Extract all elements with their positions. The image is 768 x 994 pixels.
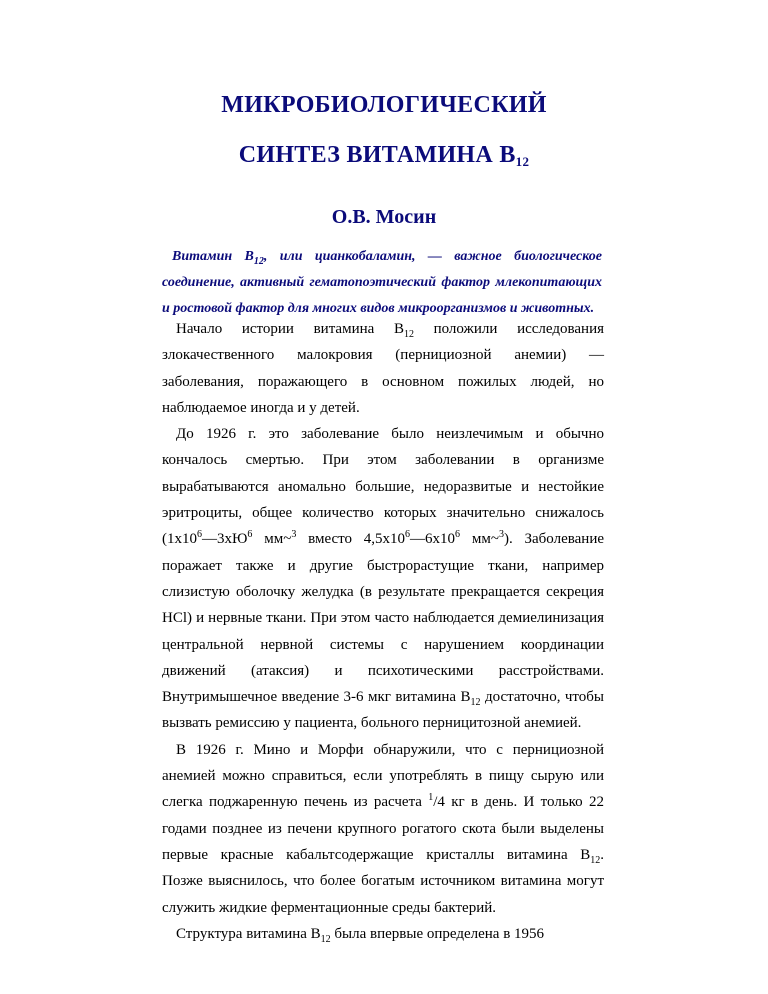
p2-sup-4: 6: [405, 529, 411, 541]
p3-sub: 12: [590, 854, 601, 866]
p3-text-a: В 1926 г. Мино и Морфи обнаружили, что с пернициозной анемией можно справиться, если употреблять в пищу сырую или слегка поджаренную печень из расчета: [162, 741, 604, 811]
p1-sub: 12: [403, 329, 414, 340]
abstract-text-rest: , или цианкобаламин, — важное биологическое соединение, активный гематопоэтический фактор млекопитающих и ростовой фактор для многих видов микроорганизмов и животных.: [162, 249, 603, 316]
article-body: [162, 316, 604, 947]
title-line-1: МИКРОБИОЛОГИЧЕСКИЙ: [221, 92, 547, 118]
p2-sup-5: 6: [455, 529, 461, 541]
p3-text-b: /4 кг в день. И только 22 годами позднее из печени крупного рогатого скота были выделены первые красные кабальтсодержащие кристаллы витамина В: [162, 794, 604, 863]
abstract-paragraph: [162, 244, 602, 322]
p2-sup-2: 6: [247, 529, 253, 541]
title-line-2-text: СИНТЕЗ ВИТАМИНА В: [238, 142, 516, 168]
p2-text-c: мм~: [252, 531, 292, 548]
p1-text-a: Начало истории витамина В: [176, 321, 404, 337]
p2-sub: 12: [470, 697, 481, 709]
paragraph-4: [162, 921, 604, 947]
paragraph-2: [162, 421, 604, 737]
title-subscript: 12: [515, 154, 530, 169]
paragraph-3: [162, 737, 604, 921]
p2-text-a: До 1926 г. это заболевание было неизлечимым и обычно кончалось смертью. При этом заболевании в организме вырабатываются аномально большие, недоразвитые и нестойкие эритроциты, общее количество которых значительно снижалось (1х10: [162, 426, 604, 548]
p4-text-b: была впервые определена в 1956: [330, 925, 545, 942]
p3-sup: 1: [428, 792, 434, 804]
p4-sub: 12: [320, 933, 331, 945]
abstract-text-start: Витамин: [172, 249, 233, 264]
abstract-b12-sub: 12: [253, 255, 264, 267]
p2-sup-3: 3: [291, 529, 297, 541]
p2-text-h: достаточно, чтобы вызвать ремиссию у пациента, больного перницитозной анемией.: [162, 689, 604, 732]
p1-text-b: положили исследования злокачественного малокровия (пернициозной анемии) — заболевания, поражающего в основном пожилых людей, но наблюдаемое иногда и у детей.: [162, 321, 604, 416]
p2-text-f: мм~: [460, 531, 499, 548]
p4-text-a: Структура витамина В: [176, 925, 321, 942]
p2-text-e: —6х10: [410, 531, 456, 548]
author: О.В. Мосин: [331, 206, 437, 228]
title-line-2: [0, 142, 768, 169]
paragraph-1: [162, 316, 604, 421]
p3-text-c: . Позже выяснилось, что более богатым источником витамина могут служить жидкие ферментационные среды бактерий.: [162, 846, 604, 916]
p2-sup-1: 6: [197, 529, 202, 541]
p2-text-d: вместо 4,5х10: [296, 531, 406, 548]
p2-text-b: —3хЮ: [202, 531, 248, 548]
p2-text-g: ). Заболевание поражает также и другие быстрорастущие ткани, например слизистую оболочку желудка (в результате прекращается секреция НСl) и нервные ткани. При этом часто наблюдается демиелинизация центральной нервной системы с нарушением координации движений (атаксия) и психотическими расстройствами. Внутримышечное введение 3-6 мкг витамина В: [162, 531, 604, 706]
abstract-b12: В: [244, 249, 254, 264]
p2-sup-6: 3: [498, 529, 504, 541]
abstract: [162, 244, 602, 322]
